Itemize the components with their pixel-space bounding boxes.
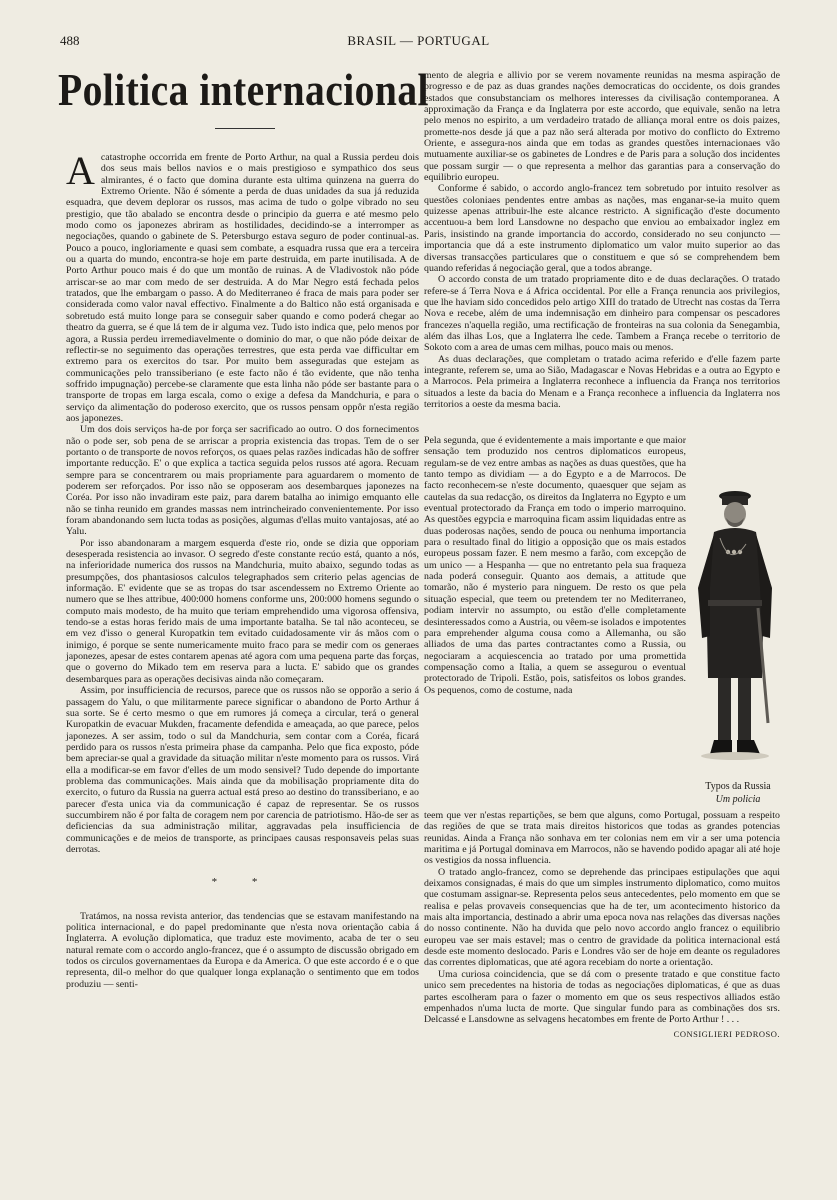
article-title: Politica internacional <box>58 64 429 115</box>
right-column-bottom <box>424 810 780 1040</box>
paragraph: Um dos dois serviços ha-de por força ser sacrificado ao outro. O dos fornecimentos não o pode ser, sob pena de se arriscar a propria existencia das tropas. Tem de o ser portanto o de transporte de novos reforços, os quaes pelas razões indicadas hão de soffrer importante reducção. E' o que explica a tactica seguida pelos russos até agora. Recuam sempre para se concentrarem ou mais propriamente para aguardarem o momento de poderem ser reforçados. Por isso não se opposeram aos desembarques japonezes na Coréa. Por isso não invadiram este paiz, para darem batalha ao inimigo emquanto elle não se tinha reunido em grandes massas nem intrincheirado convenientemente. Por isso foram abandonando sem lucta todas as posições, algumas d'ellas muito vantajosas, até ao Yalu. <box>66 424 419 538</box>
figure-caption <box>688 780 788 806</box>
russian-policeman-photo <box>690 488 780 763</box>
paragraph: As duas declarações, que completam o tratado acima referido e d'elle fazem parte integrante, referem se, uma ao Sião, Madagascar e Novas Hebridas e a outra ao Egypto e a Marrocos. Pela primeira a Inglaterra reconhece a influencia da França nos territorios situados a leste da bacia do Menam e a França reconhece a influencia da Inglaterra nos territorios a oeste da mesma bacia. <box>424 353 780 410</box>
author-signature: CONSIGLIERI PEDROSO. <box>673 1028 780 1039</box>
right-column-top <box>424 70 780 410</box>
paragraph: teem que ver n'estas repartições, se bem que alguns, como Portugal, possuam a respeito das regiões de que se trata mais direitos historicos que todas as grandes potencias reunidas. Ainda a França não sonhava em ter colonias nem em vir a ser uma potencia maritima e já Portugal dominava em Marrocos, não se havendo podido apagar ali até hoje os vestigios da nossa influencia. <box>424 810 780 867</box>
paragraph: Tratámos, na nossa revista anterior, das tendencias que se estavam manifestando na politica internacional, e do papel predominante que n'esta nova orientação cabia á Inglaterra. A evolução diplomatica, que traduz este movimento, acaba de ter o seu natural remate com o accordo anglo-francez, que é o assumpto de discussão obrigado em todos os circulos governamentaes da Europa e da America. O que este accordo é e o que representa, dil-o melhor do que qualquer longa explanação o sentimento que em todos produziu — senti- <box>66 910 419 990</box>
paragraph: Assim, por insufficiencia de recursos, parece que os russos não se opporão a serio á passagem do Yalu, o que militarmente parece significar o abandono de Porto Arthur á sua sorte. Se é certo mesmo o que em rumores já começa a circular, terá o general Kuropatkin de evacuar Mukden, fracamente defendida e ameaçada, ao que parece, pelos japonezes. A ser assim, todo o sul da Mandchuria, sem contar com a Coréa, ficará perdido para os russos n'esta primeira phase da campanha. Pelo que fica exposto, póde bem apreciar-se qual a gravidade da situação militar n'este momento para os russos. Virá ella a modificar-se em favor d'elles de um modo sensivel? Tudo depende do importante problema das communicações. Mais ainda que da mobilisação propriamente dita do exercito, o futuro da Russia na guerra actual está preso ao destino do transsiberiano, e ao parecer d'esta unica via da communicação é capaz de representar. Se os russos succumbirem não é por falta de coragem nem por carencia de patriotismo. Hão-de ser as deficiencias da sua administração militar, aggravadas pela insufficiencia de communicações e de meios de transporte, as principaes causas responsaveis pelas suas derrotas. <box>66 685 419 855</box>
caption-title: Typos da Russia <box>705 781 771 792</box>
title-rule <box>215 128 275 129</box>
left-column <box>66 148 419 990</box>
section-break: * * <box>211 876 274 889</box>
running-head: BRASIL — PORTUGAL <box>347 33 490 48</box>
paragraph: Acatastrophe occorrida em frente de Porto Arthur, na qual a Russia perdeu dois dos seus mais bellos navios e o mais prestigioso e sympathico dos seus almirantes, é o facto que domina durante esta ultima quinzena na guerra do Extremo Oriente. Não é sómente a perda de duas unidades da sua já reduzida esquadra, que devem deplorar os russos, mas acima de tudo o golpe vibrado no seu prestigio, que tão abalado se encontra desde o principio da guerra e até mesmo pelo modo como os japonezes abriram as hostilidades, decidindo-se a interromper as negociações, quando o gabinete de S. Petersburgo estava seguro de poder continual-as. Pouco a pouco, ingloriamente e quasi sem combate, a esquadra russa que era a terceira ou a quarta do mundo, encontra-se hoje em parte destruida, em parte inutilisada. A de Porto Arthur pouco mais é do que um montão de ruinas. A de Vladivostok não póde arriscar-se ao mar com medo de ser destruida. A do Mar Negro está fechada pelos tratados, que lhe embargam o passo. A do Mediterraneo é fraca de mais para poder ser considerada como valor naval effectivo. Finalmente a do Baltico não está organisada e sobretudo está muito longe para se conseguir saber quando e como poderá chegar ao theatro da guerra, se é que lá tem de ir alguma vez. Tudo isto indica que, pelo menos por agora, a Russia perdeu irremediavelmente o dominio do mar, o que não póde deixar de reflectir-se no seguimento das operações terrestres, que esta perda vae difficultar em extremo para os exercitos do tsar. Por muito bem asseguradas que estejam as communicações pelo transsiberiano (e este facto não é tão evidente, que não tenha soffrido impugnação) percebe-se claramente que esta linha não póde ser bastante para o transporte de tropas em larga escala, como o exige a defesa da Mandchuria, e para o serviço da alimentação do poderoso exercito, que os russos pensam oppôr n'esta região aos japonezes. <box>66 148 419 424</box>
paragraph: Conforme é sabido, o accordo anglo-francez tem sobretudo por intuito resolver as questões coloniaes pendentes entre ambas as nações, mas enganar-se-ia muito quem quizesse apenas attribuir-lhe este alcance restricto. A significação d'este documento accentuou-a bem lord Lansdowne no despacho que enviou ao embaixador inglez em Paris, insistindo na grande importancia do accordo, considerado no seu conjuncto — importancia que dá a este instrumento diplomatico um valor muito superior ao das diversas transacções particulares que o constituem e que só se comprehendem bem quando referidas á negociação geral, que a todos abrange. <box>424 183 780 274</box>
paragraph: O tratado anglo-francez, como se deprehende das principaes estipulações que aqui deixamos consignadas, é mais do que um simples instrumento diplomatico, como muitos que costumam assignar-se. Representa pelos seus antecedentes, pelo momento em que se realisa e pelas provaveis consequencias que ha de ter, um acontecimento historico da mais alta importancia, destinado a abrir uma epoca nova nas relações das diversas nações do nosso continente. Não ha duvida que pelo novo accordo anglo francez o equilibrio europeu vae ser mais estavel; mas o centro de gravidade da politica internacional está desde este momento deslocado. Paris e Londres vão ser de hoje em deante os reguladores das correntes diplomaticas, que até agora recebiam do norte a orientação. <box>424 866 780 969</box>
paragraph: O accordo consta de um tratado propriamente dito e de duas declarações. O tratado refere-se á Terra Nova e á Africa occidental. Por elle a França renuncia aos privilegios, que lhe haviam sido concedidos pelo artigo XIII do tratado de Utrecht nas costas da Terra Nova e recebe, além de uma indemnisação em dinheiro para compensar os pescadores francezes n'aquella região, uma rectificação de fronteiras na sua colonia da Senegambia, além das ilhas Los, que a Inglaterra lhe cede. Tambem a França recebe o territorio de Sokoto com a area de umas cem milhas, pouco mais ou menos. <box>424 274 780 354</box>
page-number: 488 <box>60 33 80 48</box>
caption-subtitle: Um policia <box>715 794 761 805</box>
right-column-narrow <box>424 435 686 696</box>
paragraph: Por isso abandonaram a margem esquerda d'este rio, onde se dizia que opporiam desesperada resistencia ao invasor. O segredo d'este constante recúo está, quanto a nós, na inferioridade numerica dos russos na Mandchuria, muito abaixo, segundo todas as presumpções, dos phantasiosos calculos telegraphados sem criterio pelas agencias de informação. E' evidente que se as tropas do tsar ascendessem no Extremo Oriente ao numero que se lhes attribue, 400:000 homens conforme uns, 200:000 homens segundo o computo mais modesto, de ha muito que teriam emprehendido uma vigorosa offensiva, tendo-se a estas horas ferido mais de uma importante batalha. Se tal não aconteceu, se em vez d'isso o general Kuropatkin tem evitado cuidadosamente vir ás mãos com o inimigo, é porque se sente numericamente muito fraco para se medir com os generaes japonezes, apesar de estes contarem apenas até agora com uma pequena parte das forças, que o governo do Mikado tem em reserva para a lucta. E' sabido que os grandes desembarques para as operações decisivas ainda não começaram. <box>66 537 419 685</box>
paragraph: mento de alegria e allivio por se verem novamente reunidas na mesma aspiração de progresso e de paz as duas grandes nações democraticas do occidente, os dois grandes estados que consubstanciam os melhores interesses da civilisação contemporanea. A approximação da França e da Inglaterra por este accordo, que equivale, senão na letra pelo menos no espirito, a um verdadeiro tratado de alliança moral entre os dois paizes, promette-nos desde já que a paz não será alterada por motivo do conflicto do Extremo Oriente, e assegura-nos ainda que em todas as grandes questões internacionaes vão mutuamente auxiliar-se os gabinetes de Londres e de Paris para a solução dos incidentes que possam surgir — o que representa a melhor das garantias para a conservação do equilibrio europeu. <box>424 70 780 184</box>
paragraph: Pela segunda, que é evidentemente a mais importante e que maior sensação tem produzido nos centros diplomaticos europeus, regulam-se de vez entre ambas as nações as duas questões, que ha tanto tempo as dividiam — a do Egypto e a de Marrocos. De facto reconhecem-se n'este documento, quaesquer que sejam as cautelas da sua redacção, os direitos da Inglaterra no Egypto e um eventual protectorado da França em todo o imperio marroquino. As questões egypcia e marroquina ficam assim liquidadas entre as duas poderosas nações, sendo de pouca ou nenhuma importancia para o resultado final do litigio a opposição que os mais estados europeus possam fazer. E nem mesmo a farão, com excepção de um unico — a Hespanha — que no entretanto pela sua fraqueza nada poderá conseguir. Quanto aos demais, a attitude que tomarão, não é mysterio para ninguem. De resto os que pela situação especial, que teem ou pretendem ter no Mediterraneo, podiam intervir no assumpto, ou estão d'elle completamente desinteressados como a Austria, ou vêem-se isolados e impotentes para emprehender alguma cousa como a Allemanha, ou são alliados de uma das partes contractantes como a Russia, ou negociaram a acquiescencia ao tratado por uma promettida compensação como a Italia, a quem se assegurou o eventual protectorado de Tripoli. Estão, pois, satisfeitos os lobos grandes. Os pequenos, como de costume, nada <box>424 435 686 696</box>
dropcap: A <box>66 148 95 193</box>
paragraph: Uma curiosa coincidencia, que se dá com o presente tratado e que constitue facto unico sem precedentes na historia de todas as negociações diplomaticas, é que as duas partes escolheram para o fazer o momento em que os seus respectivos alliados estão empenhados n'uma lucta de morte. Que singular fundo para as combinações dos srs. Delcassé e Lansdowne as selvagens hecatombes em frente de Porto Arthur ! . . . <box>424 968 780 1026</box>
